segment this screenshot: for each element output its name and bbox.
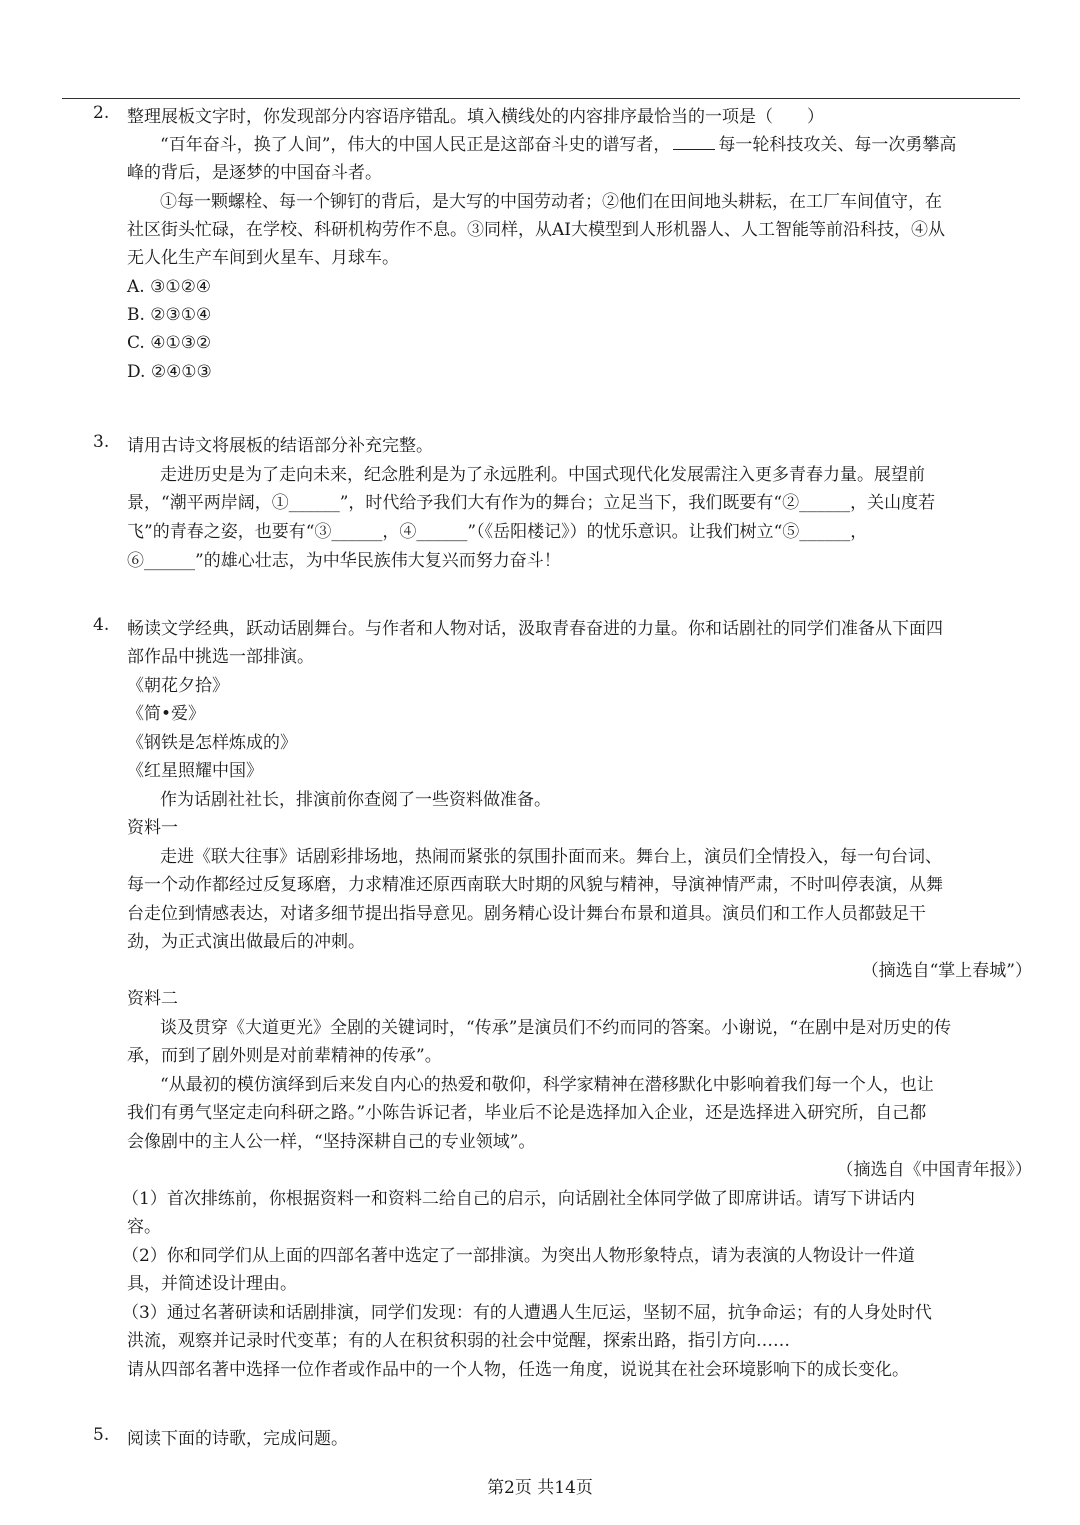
answer-blank[interactable]	[673, 131, 715, 150]
passage-line: 景，“潮平两岸阔，①______”，时代给予我们大有作为的舞台；立足当下，我们既要有“②______，关山度若	[127, 493, 936, 513]
passage-line: “从最初的模仿演绎到后来发自内心的热爱和敬仰，科学家精神在潜移默化中影响着我们每一个人，也让	[160, 1075, 934, 1095]
question-number: 3.	[93, 432, 110, 452]
option-c[interactable]: C. ④①③②	[127, 333, 212, 353]
source-note: （摘选自“掌上春城”）	[861, 961, 1032, 981]
passage-line: 作为话剧社社长，排演前你查阅了一些资料做准备。	[160, 790, 551, 810]
book-title: 《简•爱》	[127, 704, 206, 724]
sub-question-3: （3）通过名著研读和话剧排演，同学们发现：有的人遭遇人生厄运，坚韧不屈，抗争命运；有的人身处时代	[122, 1303, 932, 1323]
passage-line: 无人化生产车间到火星车、月球车。	[127, 248, 399, 268]
question-text: 畅读文学经典，跃动话剧舞台。与作者和人物对话，汲取青春奋进的力量。你和话剧社的同学们准备从下面四	[127, 619, 943, 639]
passage-line: 走进历史是为了走向未来，纪念胜利是为了永远胜利。中国式现代化发展需注入更多青春力量。展望前	[160, 465, 925, 485]
option-d[interactable]: D. ②④①③	[127, 362, 212, 382]
passage-line: 走进《联大往事》话剧彩排场地，热闹而紧张的氛围扑面而来。舞台上，演员们全情投入，每一句台词、	[160, 847, 942, 867]
passage-line: 飞”的青春之姿，也要有“③______，④______”（《岳阳楼记》）的忧乐意识。让我们树立“⑤______，	[127, 522, 868, 542]
passage-line: 我们有勇气坚定走向科研之路。”小陈告诉记者，毕业后不论是选择加入企业，还是选择进入研究所，自己都	[127, 1103, 927, 1123]
material-heading: 资料一	[127, 818, 178, 838]
source-note: （摘选自《中国青年报》）	[836, 1160, 1032, 1180]
sub-question-1: （1）首次排练前，你根据资料一和资料二给自己的启示，向话剧社全体同学做了即席讲话。请写下讲话内	[122, 1189, 915, 1209]
question-number: 5.	[93, 1425, 110, 1445]
sub-question-2: （2）你和同学们从上面的四部名著中选定了一部排演。为突出人物形象特点，请为表演的人物设计一件道	[122, 1246, 915, 1266]
header-rule	[62, 98, 1020, 99]
passage-line: 台走位到情感表达，对诸多细节提出指导意见。剧务精心设计舞台布景和道具。演员们和工作人员都鼓足干	[127, 904, 926, 924]
passage-line: 劲，为正式演出做最后的冲刺。	[127, 932, 365, 952]
question-text: 请用古诗文将展板的结语部分补充完整。	[127, 436, 433, 456]
book-title: 《钢铁是怎样炼成的》	[127, 733, 297, 753]
passage-line: 谈及贯穿《大道更光》全剧的关键词时，“传承”是演员们不约而同的答案。小谢说，“在剧中是对历史的传	[160, 1018, 952, 1038]
question-text: 阅读下面的诗歌，完成问题。	[127, 1429, 348, 1449]
question-number: 2.	[93, 103, 110, 123]
book-title: 《红星照耀中国》	[127, 761, 263, 781]
passage-line: 社区街头忙碌，在学校、科研机构劳作不息。③同样，从AI大模型到人形机器人、人工智能等前沿科技，④从	[127, 220, 945, 240]
passage-line: 承，而到了剧外则是对前辈精神的传承”。	[127, 1046, 442, 1066]
passage-line: 每一个动作都经过反复琢磨，力求精准还原西南联大时期的风貌与精神，导演神情严肃，不时叫停表演，从舞	[127, 875, 943, 895]
sub-question-3: 洪流，观察并记录时代变革；有的人在积贫积弱的社会中觉醒，探索出路，指引方向……	[127, 1331, 790, 1351]
question-number: 4.	[93, 615, 110, 635]
passage-line: ⑥______”的雄心壮志，为中华民族伟大复兴而努力奋斗！	[127, 551, 561, 571]
page-number: 第2页 共14页	[487, 1478, 593, 1498]
book-title: 《朝花夕拾》	[127, 676, 229, 696]
option-a[interactable]: A. ③①②④	[127, 277, 212, 297]
question-text: 整理展板文字时，你发现部分内容语序错乱。填入横线处的内容排序最恰当的一项是（ ）	[127, 107, 824, 127]
passage-line: ①每一颗螺栓、每一个铆钉的背后，是大写的中国劳动者；②他们在田间地头耕耘，在工厂车间值守，在	[160, 192, 942, 212]
sub-question-3: 请从四部名著中选择一位作者或作品中的一个人物，任选一角度，说说其在社会环境影响下的成长变化。	[127, 1360, 909, 1380]
passage-line: 会像剧中的主人公一样，“坚持深耕自己的专业领域”。	[127, 1132, 536, 1152]
material-heading: 资料二	[127, 989, 178, 1009]
sub-question-1: 容。	[127, 1217, 161, 1237]
passage-line: “百年奋斗，换了人间”，伟大的中国人民正是这部奋斗史的谱写者， 每一轮科技攻关、每一次勇攀高	[160, 131, 956, 159]
sub-question-2: 具，并简述设计理由。	[127, 1274, 297, 1294]
question-text: 部作品中挑选一部排演。	[127, 647, 314, 667]
option-b[interactable]: B. ②③①④	[127, 305, 212, 325]
passage-line: 峰的背后，是逐梦的中国奋斗者。	[127, 163, 382, 183]
